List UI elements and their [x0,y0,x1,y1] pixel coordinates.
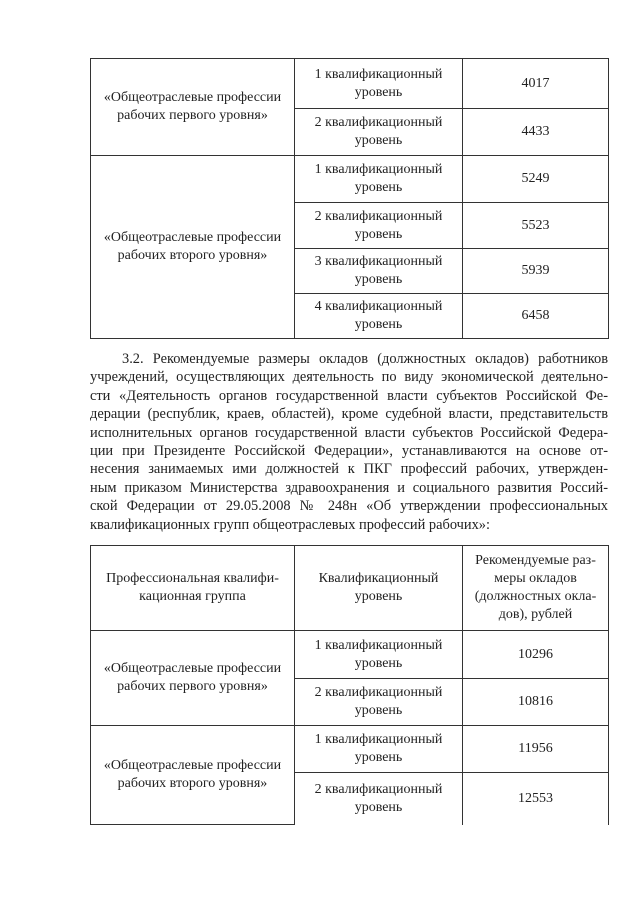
qualification-level: 1 квалификационный уровень [295,631,463,679]
salary-table [90,545,609,825]
salary-value: 5523 [463,203,609,249]
group-name: «Общеотраслевые профессии рабочих первого уровня» [91,59,295,156]
qualification-level: 1 квалификационный уровень [295,156,463,203]
paragraph-line: дерации (республик, краев, областей), кроме судебной власти, представительств [90,406,608,423]
salary-value: 4017 [463,59,609,109]
qualification-level: 2 квалификационный уровень [295,203,463,249]
paragraph-line: ции при Президенте Российской Федерации», устанавливаются на основе от- [90,443,608,460]
salary-value: 4433 [463,109,609,156]
paragraph-line: ской Федерации от 29.05.2008 № 248н «Об утверждении профессиональных [90,498,608,515]
qualification-level: 4 квалификационный уровень [295,294,463,339]
paragraph-line: 3.2. Рекомендуемые размеры окладов (должностных окладов) работников [122,351,608,367]
paragraph-line: квалификационных групп общеотраслевых профессий рабочих»: [90,516,490,533]
group-name: «Общеотраслевые профессии рабочих второго уровня» [91,156,295,339]
column-header-level: Квалификационный уровень [295,546,463,631]
paragraph-line: учреждений, осуществляющих деятельность по виду экономической деятельно- [90,369,608,386]
salary-value: 11956 [463,726,609,773]
salary-table-continued [90,58,609,339]
paragraph-line: ным приказом Министерства здравоохранения и социального развития Россий- [90,479,608,496]
column-header-group: Профессиональная квалифи-кационная группа [91,546,295,631]
qualification-level: 2 квалификационный уровень [295,679,463,726]
salary-value: 12553 [463,773,609,825]
qualification-level: 1 квалификационный уровень [295,726,463,773]
paragraph-line: исполнительных органов государственной власти субъектов Российской Федера- [90,424,608,441]
group-name: «Общеотраслевые профессии рабочих второго уровня» [91,726,295,825]
paragraph-line: сти «Деятельность органов государственной власти субъектов Российской Фе- [90,387,608,404]
salary-value: 5249 [463,156,609,203]
qualification-level: 3 квалификационный уровень [295,249,463,294]
group-name: «Общеотраслевые профессии рабочих первого уровня» [91,631,295,726]
qualification-level: 2 квалификационный уровень [295,109,463,156]
salary-value: 10296 [463,631,609,679]
qualification-level: 1 квалификационный уровень [295,59,463,109]
column-header-value: Рекомендуемые раз-меры окладов (должностных окла-дов), рублей [463,546,609,631]
salary-value: 10816 [463,679,609,726]
qualification-level: 2 квалификационный уровень [295,773,463,825]
salary-value: 6458 [463,294,609,339]
salary-value: 5939 [463,249,609,294]
section-3-2-paragraph [90,350,608,534]
paragraph-line: несения занимаемых ими должностей к ПКГ профессий рабочих, утвержден- [90,461,608,478]
